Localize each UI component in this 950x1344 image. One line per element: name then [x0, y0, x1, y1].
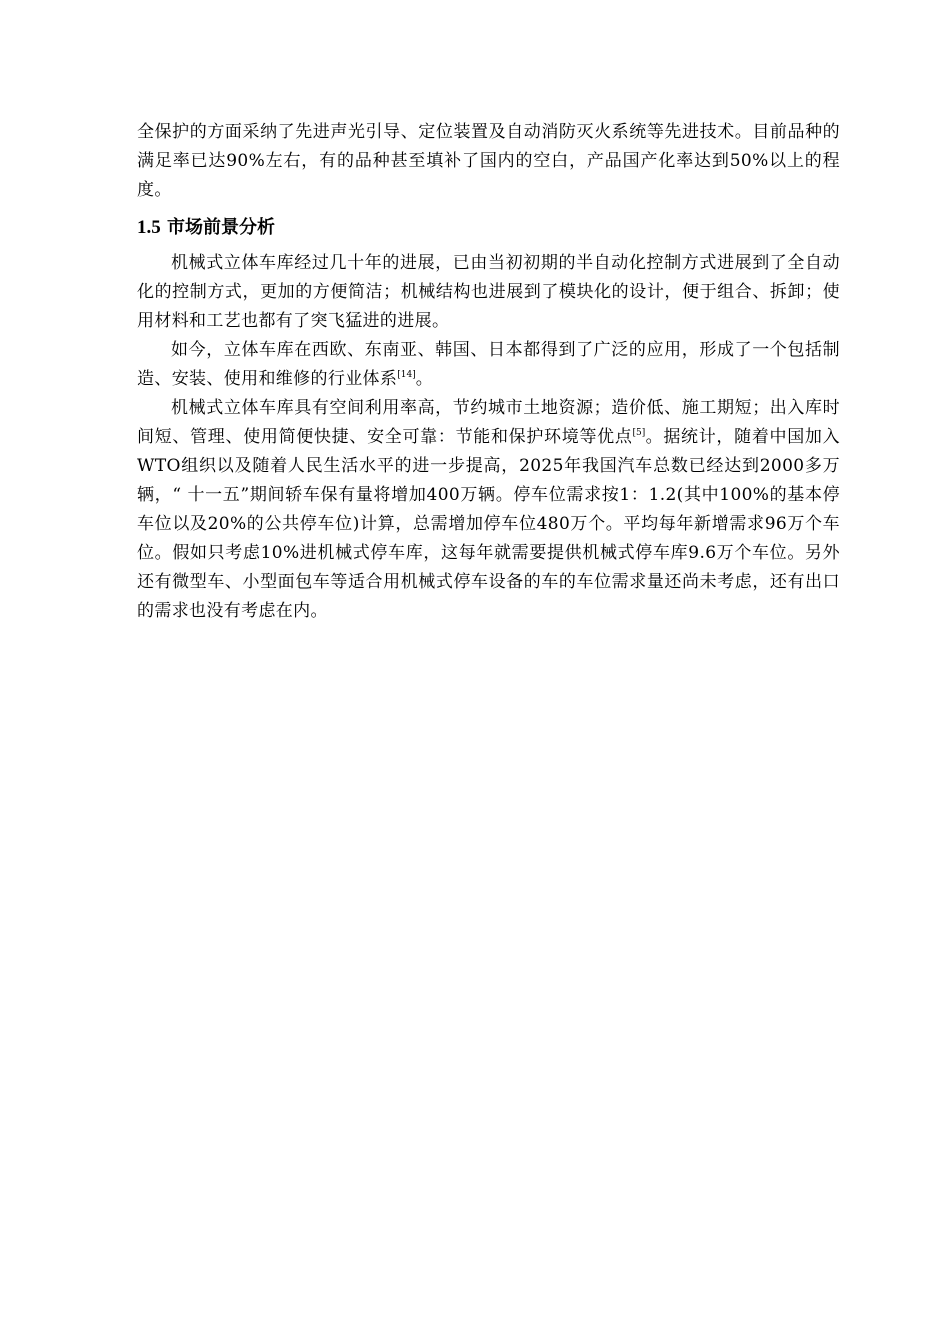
paragraph-development: 机械式立体车库经过几十年的进展，已由当初初期的半自动化控制方式进展到了全自动化的控制方式，更加的方便简洁；机械结构也进展到了模块化的设计，便于组合、拆卸；使用材料和工艺也都有了突飞猛进的进展。: [137, 253, 840, 331]
paragraph-market-demand: [137, 394, 840, 626]
section-number: 1.5: [137, 217, 161, 238]
paragraph-continued: 全保护的方面采纳了先进声光引导、定位装置及自动消防灭火系统等先进技术。目前品种的满足率已达90%左右，有的品种甚至填补了国内的空白，产品国产化率达到50%以上的程度。: [137, 122, 840, 200]
document-page: [137, 118, 840, 626]
citation-14: [14]: [397, 370, 416, 380]
citation-5: [5]: [632, 428, 646, 438]
paragraph-application-end: 。: [415, 369, 434, 389]
paragraph-application-text: 如今，立体车库在西欧、东南亚、韩国、日本都得到了广泛的应用，形成了一个包括制造、安装、使用和维修的行业体系: [137, 340, 840, 389]
paragraph-application: [137, 336, 840, 394]
paragraph-market-demand-text-a: 机械式立体车库具有空间利用率高，节约城市土地资源；造价低、施工期短；出入库时间短、管理、使用简便快捷、安全可靠：节能和保护环境等优点: [137, 398, 840, 447]
section-heading: [137, 213, 840, 243]
section-title: 市场前景分析: [167, 217, 276, 238]
paragraph-market-demand-text-b: 。据统计，随着中国加入WTO组织以及随着人民生活水平的进一步提高，2025年我国汽车总数已经达到2000多万辆，“ 十一五”期间轿车保有量将增加400万辆。停车位需求按1：1.2(其中100%的基本停车位以及20%的公共停车位)计算，总需增加停车位480万个。平均每年新增需求96万个车位。假如只考虑10%进机械式停车库，这每年就需要提供机械式停车库9.6万个车位。另外还有微型车、小型面包车等适合用机械式停车设备的车的车位需求量还尚未考虑，还有出口的需求也没有考虑在内。: [137, 427, 840, 621]
